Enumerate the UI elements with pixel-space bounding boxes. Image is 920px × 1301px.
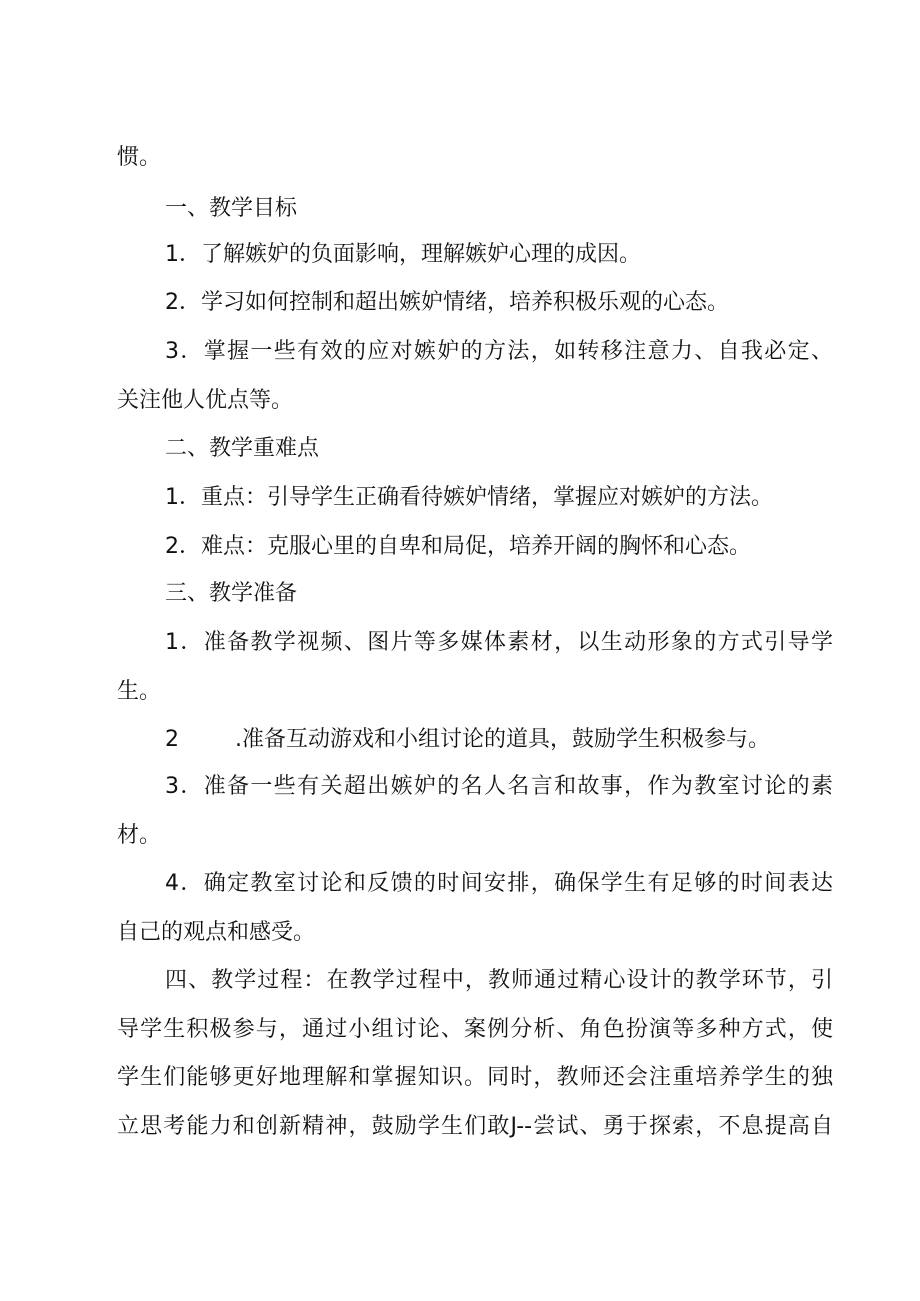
list-item: 3．准备一些有关超出嫉妒的名人名言和故事，作为教室讨论的素 [165, 774, 833, 799]
list-text: .准备互动游戏和小组讨论的道具，鼓励学生积极参与。 [235, 727, 770, 752]
paragraph-line: 四、教学过程：在教学过程中，教师通过精心设计的教学环节，引 [165, 968, 833, 993]
text-line: 自己的观点和感受。 [117, 920, 316, 945]
list-item: 4．确定教室讨论和反馈的时间安排，确保学生有足够的时间表达 [165, 871, 833, 896]
paragraph-line: 立思考能力和创新精神，鼓励学生们敢J--尝试、勇于探索，不息提高自 [117, 1114, 833, 1139]
section-heading: 一、教学目标 [165, 196, 298, 221]
section-heading: 三、教学准备 [165, 581, 298, 606]
text-line: 材。 [117, 823, 162, 848]
text-line: 关注他人优点等。 [117, 388, 294, 413]
paragraph-line: 学生们能够更好地理解和掌握知识。同时，教师还会注重培养学生的独 [117, 1065, 833, 1090]
list-item: 1．准备教学视频、图片等多媒体素材，以生动形象的方式引导学 [165, 630, 833, 655]
list-item: 1．了解嫉妒的负面影响，理解嫉妒心理的成因。 [165, 242, 641, 267]
text-line: 惯。 [117, 145, 162, 170]
list-item: 2．学习如何控制和超出嫉妒情绪，培养积极乐观的心态。 [165, 290, 729, 315]
paragraph-line: 导学生积极参与，通过小组讨论、案例分析、角色扮演等多种方式，使 [117, 1017, 833, 1042]
list-item: 2．难点：克服心里的自卑和局促，培养开阔的胸怀和心态。 [165, 534, 751, 559]
list-item [165, 725, 833, 755]
section-heading: 二、教学重难点 [165, 436, 320, 461]
list-item: 3．掌握一些有效的应对嫉妒的方法，如转移注意力、自我必定、 [165, 339, 833, 364]
list-item: 1．重点：引导学生正确看待嫉妒情绪，掌握应对嫉妒的方法。 [165, 485, 773, 510]
list-number: 2 [165, 727, 179, 752]
text-line: 生。 [117, 679, 162, 704]
